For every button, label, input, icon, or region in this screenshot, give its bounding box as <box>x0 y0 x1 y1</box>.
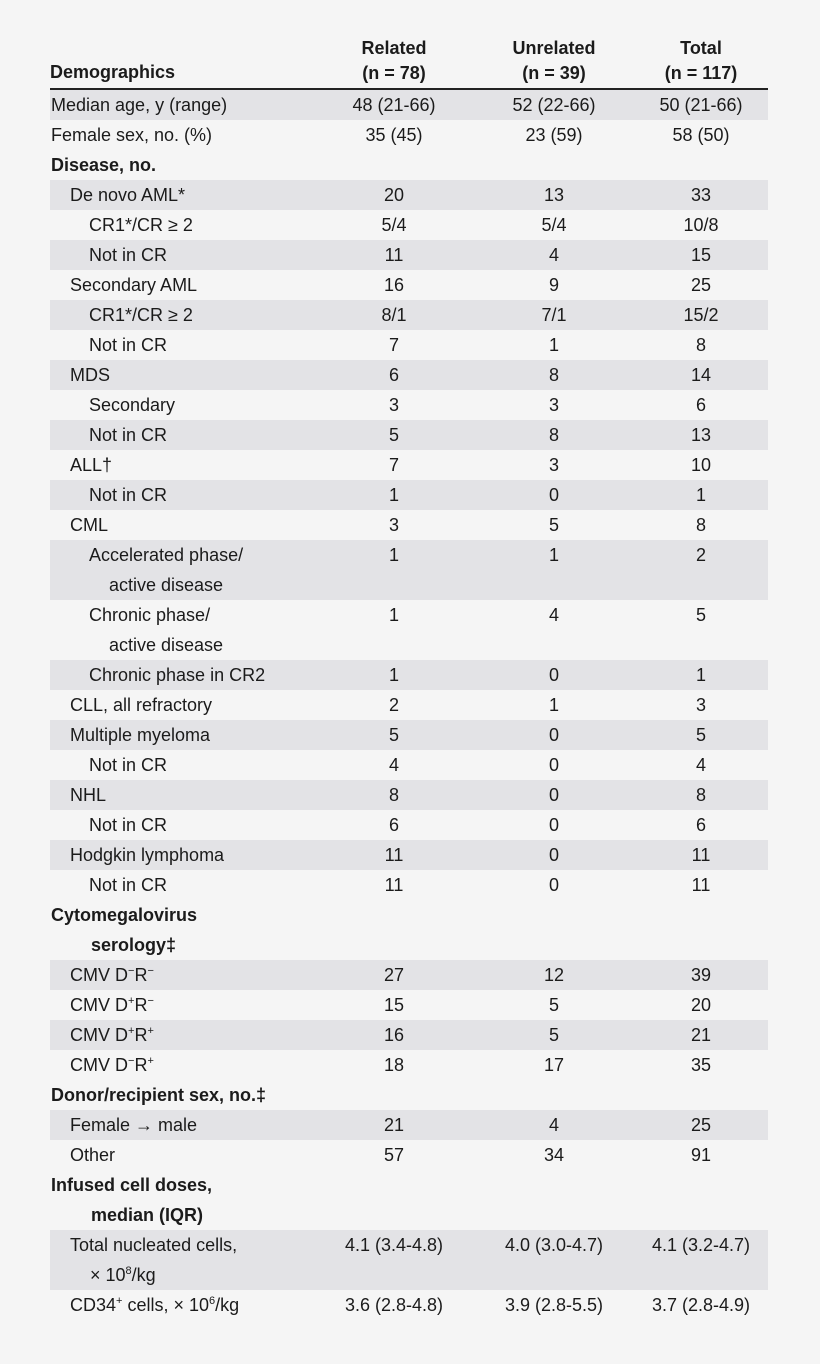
row-label <box>50 420 349 450</box>
superscript: + <box>116 1295 123 1307</box>
unrelated-value: 34 <box>543 1145 565 1165</box>
row-label-text: Secondary <box>89 395 176 415</box>
row-label <box>50 510 330 540</box>
total-value: 3.7 (2.8-4.9) <box>651 1295 751 1315</box>
table-row <box>50 180 768 210</box>
unrelated-value: 1 <box>548 695 559 715</box>
related-value: 7 <box>388 455 399 475</box>
total-value: 91 <box>690 1145 712 1165</box>
table-row <box>50 750 768 780</box>
related-value: 7 <box>388 335 399 355</box>
superscript: 6 <box>209 1295 216 1307</box>
row-label-text: CR1*/CR ≥ 2 <box>89 305 193 325</box>
table-row <box>50 330 768 360</box>
row-label <box>50 870 349 900</box>
total-value: 1 <box>695 485 706 505</box>
row-label-mid: R <box>134 1055 148 1075</box>
superscript: − <box>147 995 154 1007</box>
row-label-text: Chronic phase/ <box>89 605 211 625</box>
row-label-text: CMV D <box>70 995 128 1015</box>
row-label-text: Infused cell doses, <box>51 1175 213 1195</box>
unrelated-value: 52 (22-66) <box>512 95 596 115</box>
row-label <box>50 330 349 360</box>
related-value: 4 <box>388 755 399 775</box>
row-label-text: CMV D <box>70 965 128 985</box>
related-value: 2 <box>388 695 399 715</box>
unrelated-value: 8 <box>548 425 559 445</box>
row-label-text: CR1*/CR ≥ 2 <box>89 215 193 235</box>
table-row <box>50 840 768 870</box>
header-unrelated: Unrelated (n = 39) <box>512 38 596 83</box>
unrelated-value: 7/1 <box>541 305 567 325</box>
related-value: 1 <box>388 605 399 625</box>
table-row <box>50 240 768 270</box>
related-value: 1 <box>388 545 399 565</box>
row-label-text: Not in CR <box>89 335 168 355</box>
superscript: + <box>147 1025 154 1037</box>
superscript: − <box>128 1055 135 1067</box>
row-label-mid: R <box>134 995 148 1015</box>
row-label-text: Median age, y (range) <box>51 95 228 115</box>
table-row <box>50 390 768 420</box>
total-value: 50 (21-66) <box>659 95 743 115</box>
unit-text: /kg <box>131 1265 156 1285</box>
row-label-text: Not in CR <box>89 245 168 265</box>
total-value: 10/8 <box>683 215 719 235</box>
table-row <box>50 960 768 990</box>
row-label-text: Multiple myeloma <box>70 725 211 745</box>
total-value: 4.1 (3.2-4.7) <box>651 1235 751 1255</box>
row-label <box>50 810 349 840</box>
row-label <box>50 360 330 390</box>
unrelated-value: 23 (59) <box>525 125 583 145</box>
row-label <box>50 240 349 270</box>
row-label <box>50 840 330 870</box>
superscript: 8 <box>125 1265 132 1277</box>
row-label <box>50 180 330 210</box>
related-value: 3.6 (2.8-4.8) <box>344 1295 444 1315</box>
unrelated-value: 5 <box>548 995 559 1015</box>
related-value: 11 <box>384 845 404 865</box>
row-label <box>50 960 330 990</box>
unrelated-value: 12 <box>543 965 565 985</box>
row-label <box>50 1290 330 1320</box>
total-value: 15/2 <box>683 305 719 325</box>
table-row <box>50 900 768 960</box>
row-label-continuation: active disease <box>109 635 224 655</box>
table-row <box>50 690 768 720</box>
row-label-text: ALL† <box>70 455 113 475</box>
table-row <box>50 300 768 330</box>
table-row <box>50 810 768 840</box>
related-value: 5/4 <box>381 215 407 235</box>
unrelated-value: 0 <box>548 845 559 865</box>
row-label <box>50 750 349 780</box>
row-label-text: CML <box>70 515 109 535</box>
unrelated-value: 4.0 (3.0-4.7) <box>504 1235 604 1255</box>
related-value: 11 <box>384 875 404 895</box>
table-body <box>50 90 768 1320</box>
unrelated-value: 4 <box>548 1115 559 1135</box>
header-related: Related (n = 78) <box>361 38 427 83</box>
row-label-continuation: serology‡ <box>91 935 177 955</box>
table-row <box>50 450 768 480</box>
row-label-text: CMV D <box>70 1055 128 1075</box>
unrelated-value: 0 <box>548 785 559 805</box>
row-label <box>50 1080 311 1110</box>
row-label <box>50 90 311 120</box>
table-row <box>50 510 768 540</box>
related-value: 35 (45) <box>365 125 423 145</box>
related-value: 20 <box>383 185 405 205</box>
unrelated-value: 3 <box>548 455 559 475</box>
row-label <box>50 720 330 750</box>
total-value: 2 <box>695 545 706 565</box>
row-label-text: Chronic phase in CR2 <box>89 665 266 685</box>
table-row <box>50 210 768 240</box>
superscript: + <box>147 1055 154 1067</box>
row-label-text: NHL <box>70 785 107 805</box>
total-value: 6 <box>695 395 706 415</box>
unrelated-value: 1 <box>548 545 559 565</box>
total-value: 11 <box>691 845 711 865</box>
row-label-text: Hodgkin lymphoma <box>70 845 225 865</box>
row-label <box>50 1020 330 1050</box>
total-value: 8 <box>695 335 706 355</box>
table-row <box>50 540 768 600</box>
row-label <box>50 210 349 240</box>
total-value: 14 <box>690 365 712 385</box>
row-label-text: CD34 <box>70 1295 117 1315</box>
related-value: 57 <box>383 1145 405 1165</box>
related-value: 48 (21-66) <box>352 95 436 115</box>
table-row <box>50 870 768 900</box>
row-label-text: Accelerated phase/ <box>89 545 244 565</box>
unrelated-value: 5 <box>548 515 559 535</box>
row-label <box>50 990 330 1020</box>
superscript: − <box>147 965 154 977</box>
row-label <box>50 690 330 720</box>
row-label-text: De novo AML* <box>70 185 186 205</box>
table-row <box>50 150 768 180</box>
related-value: 3 <box>388 515 399 535</box>
row-label <box>50 780 330 810</box>
row-label-continuation: median (IQR) <box>91 1205 204 1225</box>
related-value: 5 <box>388 425 399 445</box>
header-demographics: Demographics <box>50 62 176 82</box>
related-value: 8/1 <box>381 305 407 325</box>
related-value: 1 <box>388 665 399 685</box>
row-label-text: CLL, all refractory <box>70 695 213 715</box>
row-label <box>50 390 349 420</box>
total-value: 25 <box>690 1115 712 1135</box>
row-label-text: Not in CR <box>89 815 168 835</box>
superscript: + <box>128 1025 135 1037</box>
total-value: 25 <box>690 275 712 295</box>
row-label <box>50 1230 330 1290</box>
related-value: 27 <box>383 965 405 985</box>
row-label <box>50 1110 330 1140</box>
unrelated-value: 5 <box>548 1025 559 1045</box>
unrelated-value: 5/4 <box>541 215 567 235</box>
table-row <box>50 1170 768 1230</box>
row-label-text: MDS <box>70 365 110 385</box>
header-total: Total (n = 117) <box>664 38 738 83</box>
total-value: 58 (50) <box>672 125 730 145</box>
related-value: 5 <box>388 725 399 745</box>
related-value: 8 <box>388 785 399 805</box>
table-row <box>50 1080 768 1110</box>
table-row <box>50 1110 768 1140</box>
row-label <box>50 900 311 960</box>
row-label <box>50 450 330 480</box>
total-value: 35 <box>690 1055 712 1075</box>
unrelated-value: 1 <box>548 335 559 355</box>
row-label <box>50 480 349 510</box>
row-label <box>50 150 311 180</box>
total-value: 20 <box>690 995 712 1015</box>
row-label <box>50 1170 311 1230</box>
table-header <box>50 30 768 88</box>
row-label <box>50 660 349 690</box>
table-row <box>50 360 768 390</box>
table-row <box>50 600 768 660</box>
row-label <box>50 600 349 660</box>
row-label <box>50 120 311 150</box>
row-label-mid: cells, × 10 <box>122 1295 210 1315</box>
row-label-text: Other <box>70 1145 116 1165</box>
row-label <box>50 1050 330 1080</box>
row-label-text: Not in CR <box>89 485 168 505</box>
unit-text: × 10 <box>90 1265 126 1285</box>
related-value: 18 <box>383 1055 405 1075</box>
superscript: + <box>128 995 135 1007</box>
row-label-mid: R <box>134 965 148 985</box>
unrelated-value: 0 <box>548 665 559 685</box>
unrelated-value: 4 <box>548 605 559 625</box>
table-row <box>50 420 768 450</box>
total-value: 3 <box>695 695 706 715</box>
table-row <box>50 990 768 1020</box>
row-label-text: Secondary AML <box>70 275 198 295</box>
table-row <box>50 270 768 300</box>
total-value: 1 <box>695 665 706 685</box>
unrelated-value: 0 <box>548 755 559 775</box>
table-row <box>50 1050 768 1080</box>
table-row <box>50 780 768 810</box>
total-value: 5 <box>695 605 706 625</box>
total-value: 13 <box>690 425 712 445</box>
table-row <box>50 660 768 690</box>
total-value: 10 <box>690 455 712 475</box>
unrelated-value: 0 <box>548 815 559 835</box>
unrelated-value: 3.9 (2.8-5.5) <box>504 1295 604 1315</box>
superscript: − <box>128 965 135 977</box>
row-label-text: Donor/recipient sex, no.‡ <box>51 1085 267 1105</box>
total-value: 8 <box>695 785 706 805</box>
related-value: 11 <box>384 245 404 265</box>
row-label-text: Female sex, no. (%) <box>51 125 213 145</box>
unrelated-value: 3 <box>548 395 559 415</box>
table-row <box>50 1140 768 1170</box>
total-value: 33 <box>690 185 712 205</box>
table-row <box>50 120 768 150</box>
related-value: 16 <box>383 275 405 295</box>
total-value: 39 <box>690 965 712 985</box>
row-label-text: Disease, no. <box>51 155 157 175</box>
unrelated-value: 0 <box>548 485 559 505</box>
total-value: 15 <box>690 245 712 265</box>
related-value: 3 <box>388 395 399 415</box>
row-label <box>50 300 349 330</box>
unrelated-value: 17 <box>543 1055 565 1075</box>
total-value: 6 <box>695 815 706 835</box>
unrelated-value: 0 <box>548 875 559 895</box>
total-value: 5 <box>695 725 706 745</box>
row-label-continuation <box>70 1260 330 1290</box>
row-label-text: Cytomegalovirus <box>51 905 198 925</box>
related-value: 6 <box>388 365 399 385</box>
table-row <box>50 90 768 120</box>
row-label-text: Not in CR <box>89 425 168 445</box>
unrelated-value: 4 <box>548 245 559 265</box>
unrelated-value: 13 <box>543 185 565 205</box>
row-label-text: Female → male <box>70 1115 198 1135</box>
row-label <box>50 270 330 300</box>
related-value: 1 <box>388 485 399 505</box>
related-value: 4.1 (3.4-4.8) <box>344 1235 444 1255</box>
related-value: 16 <box>383 1025 405 1045</box>
row-label-text: Not in CR <box>89 875 168 895</box>
row-label-continuation: active disease <box>109 575 224 595</box>
row-label-mid: R <box>134 1025 148 1045</box>
related-value: 21 <box>383 1115 405 1135</box>
total-value: 4 <box>695 755 706 775</box>
table-row <box>50 1290 768 1320</box>
table-row <box>50 1020 768 1050</box>
row-label <box>50 540 349 600</box>
unrelated-value: 8 <box>548 365 559 385</box>
row-label-text: CMV D <box>70 1025 128 1045</box>
total-value: 11 <box>691 875 711 895</box>
row-label-text: Total nucleated cells, <box>70 1235 238 1255</box>
total-value: 8 <box>695 515 706 535</box>
row-label <box>50 1140 330 1170</box>
table-row <box>50 1230 768 1290</box>
total-value: 21 <box>690 1025 712 1045</box>
row-label-tail: /kg <box>215 1295 240 1315</box>
related-value: 6 <box>388 815 399 835</box>
table-row <box>50 480 768 510</box>
row-label-text: Not in CR <box>89 755 168 775</box>
related-value: 15 <box>383 995 405 1015</box>
unrelated-value: 0 <box>548 725 559 745</box>
table-row <box>50 720 768 750</box>
demographics-table <box>50 30 768 1320</box>
unrelated-value: 9 <box>548 275 559 295</box>
